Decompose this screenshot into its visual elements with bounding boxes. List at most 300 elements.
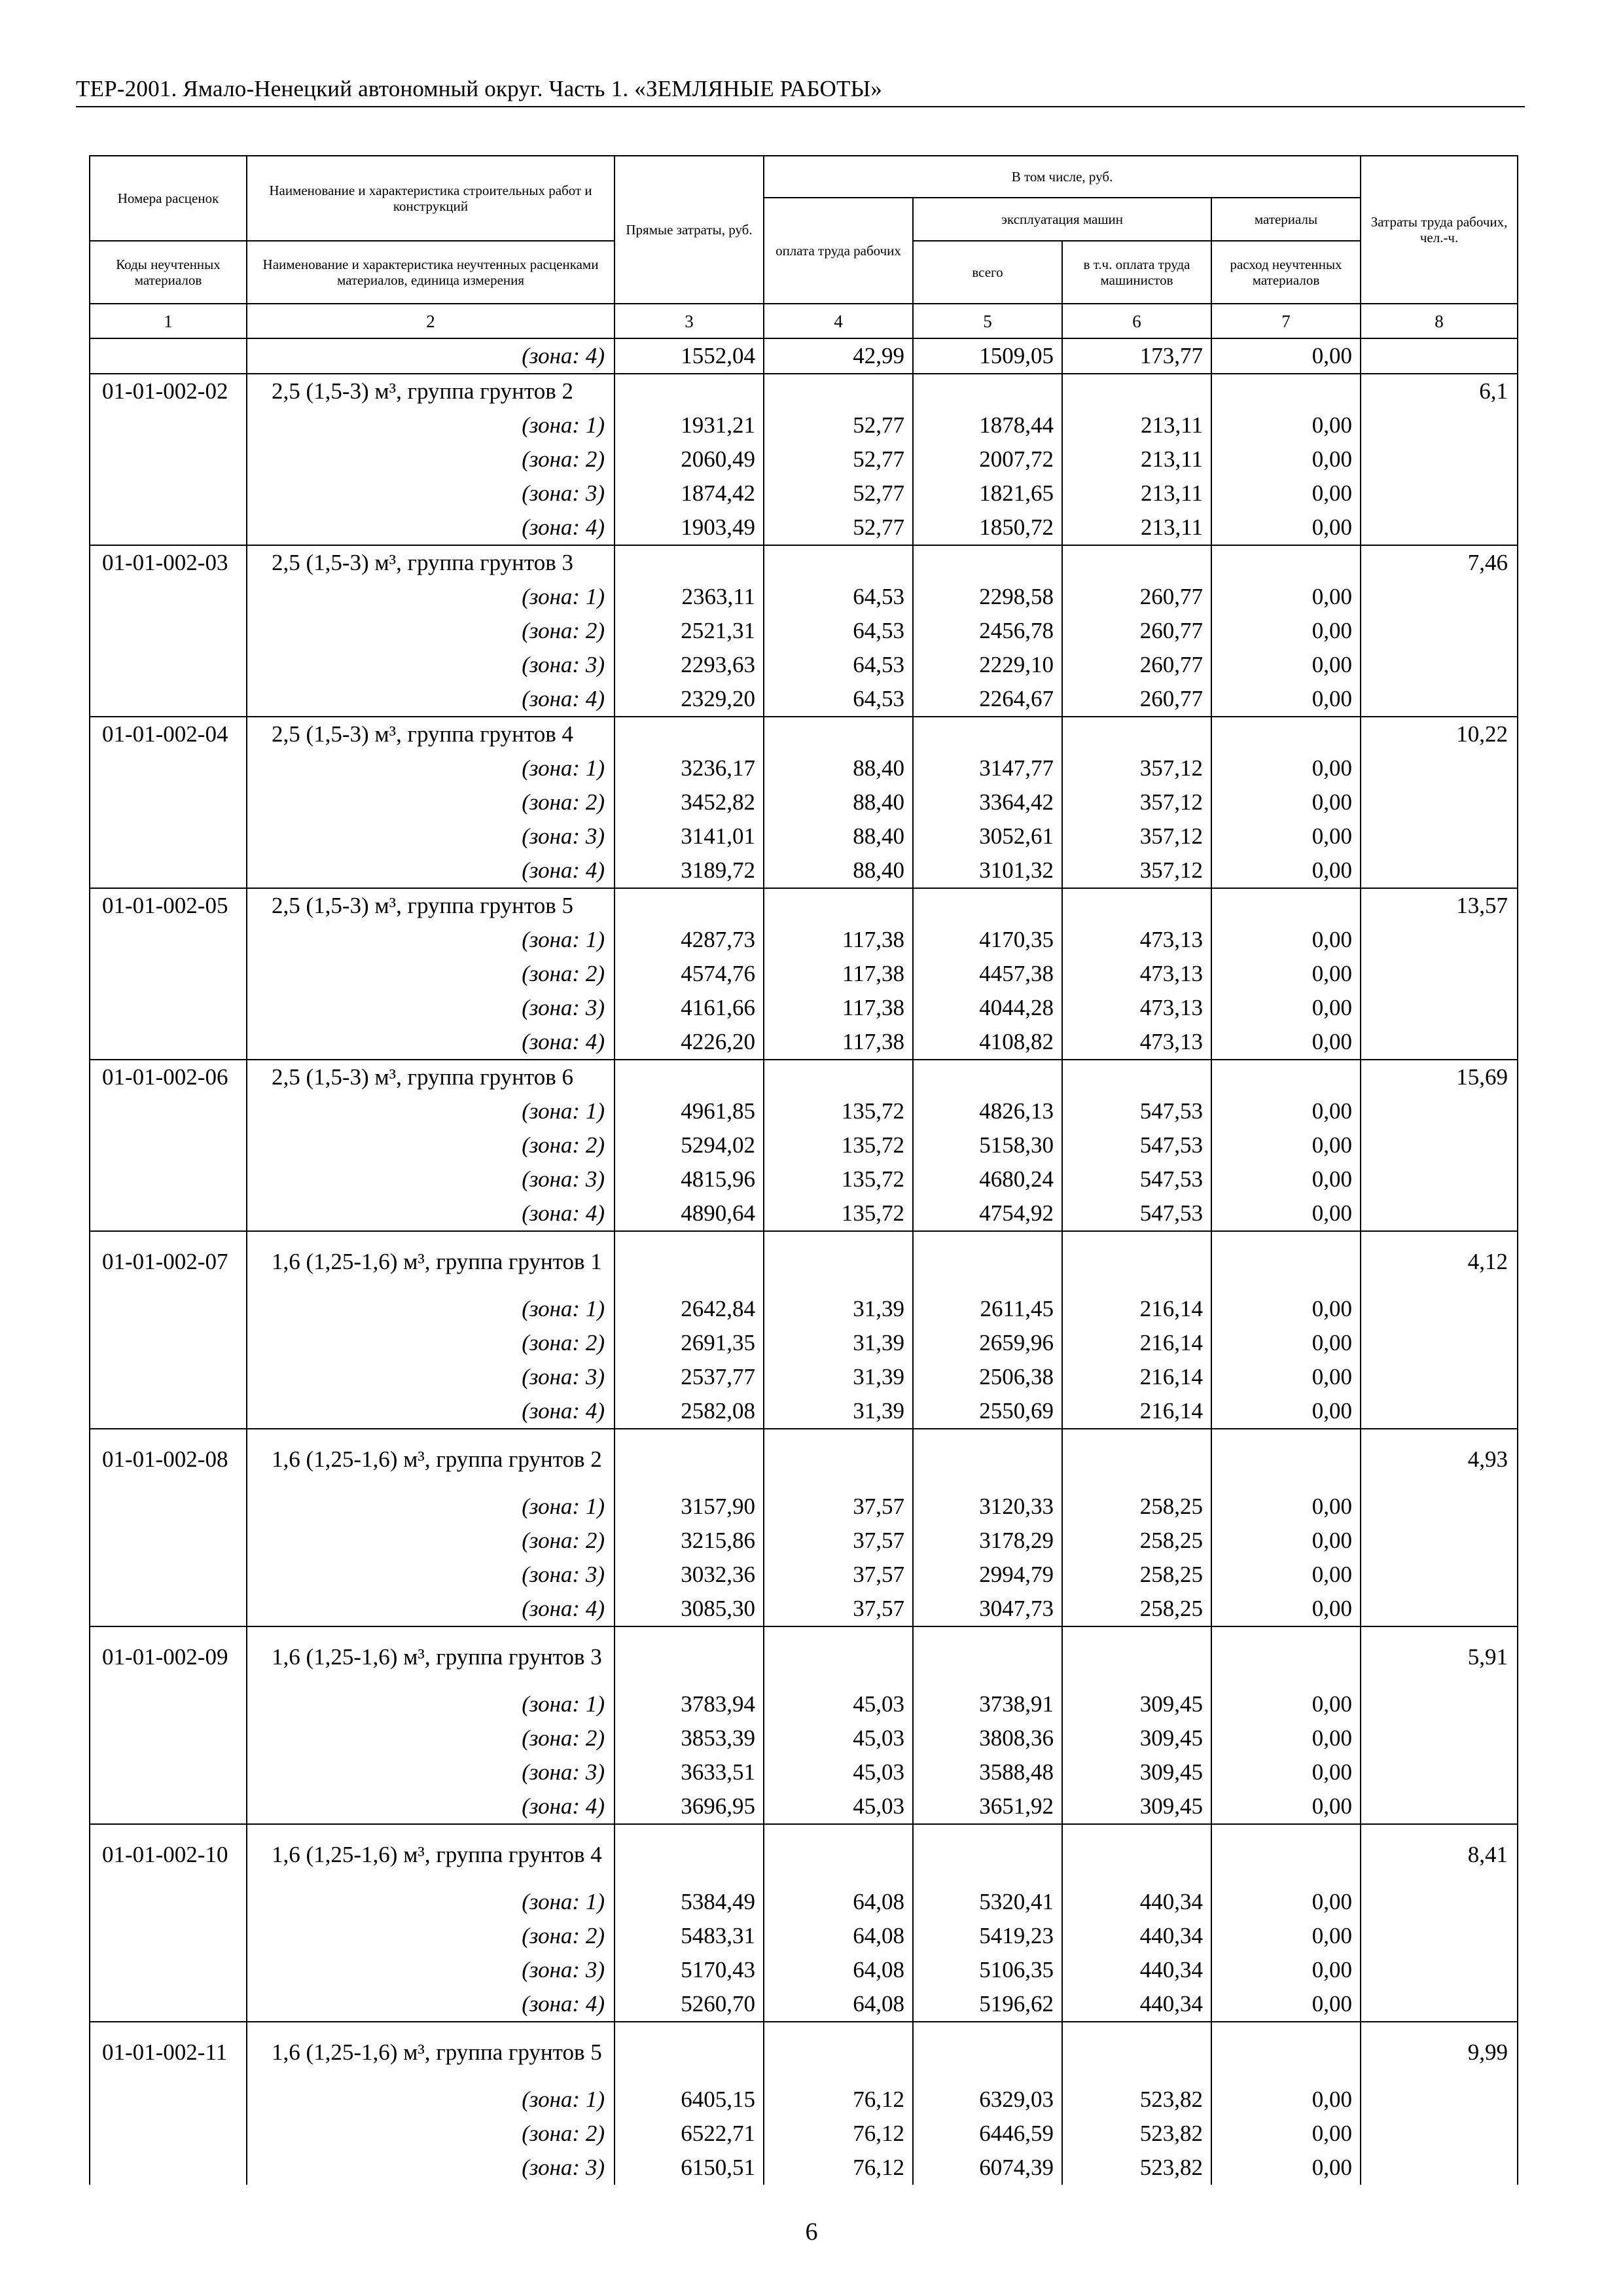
empty-cell — [90, 2083, 247, 2117]
materials-value: 0,00 — [1211, 1490, 1361, 1524]
zone-label: (зона: 2) — [247, 1326, 615, 1360]
materials-value: 0,00 — [1211, 1094, 1361, 1128]
table-row — [90, 923, 1518, 957]
empty-cell — [1361, 785, 1518, 819]
labor-costs-value: 7,46 — [1361, 545, 1518, 580]
empty-cell — [1211, 717, 1361, 751]
materials-value: 0,00 — [1211, 1524, 1361, 1558]
table-row — [90, 1885, 1518, 1919]
table-row — [90, 1755, 1518, 1789]
table-row-title — [90, 1429, 1518, 1490]
machinists-pay-value: 216,14 — [1062, 1292, 1211, 1326]
machinists-pay-value: 473,13 — [1062, 1025, 1211, 1060]
machinists-pay-value: 260,77 — [1062, 580, 1211, 614]
table-row-title — [90, 1231, 1518, 1292]
machinists-pay-value: 357,12 — [1062, 819, 1211, 853]
empty-cell — [913, 545, 1062, 580]
direct-costs-value: 4815,96 — [615, 1162, 764, 1196]
materials-value: 0,00 — [1211, 1162, 1361, 1196]
empty-cell — [1361, 1789, 1518, 1824]
empty-cell — [913, 1060, 1062, 1094]
empty-cell — [1361, 442, 1518, 476]
empty-cell — [90, 819, 247, 853]
materials-value: 0,00 — [1211, 1025, 1361, 1060]
materials-value: 0,00 — [1211, 1558, 1361, 1592]
empty-cell — [1361, 1524, 1518, 1558]
machine-total-value: 2456,78 — [913, 614, 1062, 648]
workers-pay-value: 135,72 — [764, 1196, 913, 1231]
rate-title: 2,5 (1,5-3) м³, группа грунтов 3 — [247, 545, 615, 580]
empty-cell — [913, 717, 1062, 751]
table-row — [90, 2117, 1518, 2151]
table-row — [90, 2083, 1518, 2117]
empty-cell — [90, 853, 247, 888]
empty-cell — [1361, 476, 1518, 511]
machinists-pay-value: 260,77 — [1062, 648, 1211, 682]
table-row — [90, 511, 1518, 545]
machine-total-value: 5106,35 — [913, 1953, 1062, 1987]
machine-total-value: 4170,35 — [913, 923, 1062, 957]
machinists-pay-value: 213,11 — [1062, 442, 1211, 476]
empty-cell — [1361, 1360, 1518, 1394]
empty-cell — [764, 374, 913, 408]
empty-cell — [90, 1394, 247, 1429]
header-codes: Коды неучтенных материалов — [90, 241, 247, 304]
zone-label: (зона: 1) — [247, 580, 615, 614]
empty-cell — [90, 1721, 247, 1755]
machine-total-value: 4044,28 — [913, 991, 1062, 1025]
empty-cell — [1361, 580, 1518, 614]
machinists-pay-value: 440,34 — [1062, 1953, 1211, 1987]
machinists-pay-value: 357,12 — [1062, 751, 1211, 785]
empty-cell — [913, 888, 1062, 923]
materials-value: 0,00 — [1211, 1360, 1361, 1394]
direct-costs-value: 1874,42 — [615, 476, 764, 511]
empty-cell — [1361, 923, 1518, 957]
empty-cell — [1361, 1953, 1518, 1987]
empty-cell — [1062, 1626, 1211, 1687]
workers-pay-value: 37,57 — [764, 1524, 913, 1558]
machinists-pay-value: 523,82 — [1062, 2151, 1211, 2185]
zone-label: (зона: 4) — [247, 338, 615, 374]
machine-total-value: 4754,92 — [913, 1196, 1062, 1231]
empty-cell — [90, 2151, 247, 2185]
table-row — [90, 1360, 1518, 1394]
materials-value: 0,00 — [1211, 1919, 1361, 1953]
machinists-pay-value: 216,14 — [1062, 1326, 1211, 1360]
direct-costs-value: 6405,15 — [615, 2083, 764, 2117]
rate-code: 01-01-002-10 — [90, 1824, 247, 1885]
machine-total-value: 4457,38 — [913, 957, 1062, 991]
table-row — [90, 1162, 1518, 1196]
empty-cell — [1211, 374, 1361, 408]
machine-total-value: 1821,65 — [913, 476, 1062, 511]
machine-total-value: 6329,03 — [913, 2083, 1062, 2117]
empty-cell — [615, 1060, 764, 1094]
workers-pay-value: 64,53 — [764, 682, 913, 717]
empty-cell — [913, 1626, 1062, 1687]
zone-label: (зона: 3) — [247, 1558, 615, 1592]
empty-cell — [1361, 1326, 1518, 1360]
table-row — [90, 648, 1518, 682]
labor-costs-value: 4,93 — [1361, 1429, 1518, 1490]
zone-label: (зона: 2) — [247, 1128, 615, 1162]
machine-total-value: 3047,73 — [913, 1592, 1062, 1626]
table-row-title — [90, 1060, 1518, 1094]
workers-pay-value: 42,99 — [764, 338, 913, 374]
empty-cell — [1211, 2022, 1361, 2083]
empty-cell — [764, 717, 913, 751]
machinists-pay-value: 309,45 — [1062, 1755, 1211, 1789]
direct-costs-value: 5170,43 — [615, 1953, 764, 1987]
machinists-pay-value: 309,45 — [1062, 1687, 1211, 1721]
direct-costs-value: 2060,49 — [615, 442, 764, 476]
machinists-pay-value: 260,77 — [1062, 682, 1211, 717]
empty-cell — [1361, 338, 1518, 374]
materials-value: 0,00 — [1211, 1885, 1361, 1919]
workers-pay-value: 76,12 — [764, 2083, 913, 2117]
machine-total-value: 2506,38 — [913, 1360, 1062, 1394]
table-row — [90, 476, 1518, 511]
direct-costs-value: 3189,72 — [615, 853, 764, 888]
header-machine-operation: эксплуатация машин — [913, 198, 1211, 241]
workers-pay-value: 31,39 — [764, 1360, 913, 1394]
table-row — [90, 1987, 1518, 2022]
empty-cell — [90, 1789, 247, 1824]
table-row — [90, 1721, 1518, 1755]
materials-value: 0,00 — [1211, 1755, 1361, 1789]
machine-total-value: 3738,91 — [913, 1687, 1062, 1721]
empty-cell — [1062, 2022, 1211, 2083]
machine-total-value: 3364,42 — [913, 785, 1062, 819]
workers-pay-value: 76,12 — [764, 2117, 913, 2151]
table-row — [90, 1326, 1518, 1360]
empty-cell — [90, 1490, 247, 1524]
header-total: всего — [913, 241, 1062, 304]
machine-total-value: 3178,29 — [913, 1524, 1062, 1558]
zone-label: (зона: 4) — [247, 1394, 615, 1429]
table-row — [90, 751, 1518, 785]
direct-costs-value: 5260,70 — [615, 1987, 764, 2022]
materials-value: 0,00 — [1211, 442, 1361, 476]
empty-cell — [1361, 1025, 1518, 1060]
empty-cell — [1361, 1592, 1518, 1626]
rate-title: 1,6 (1,25-1,6) м³, группа грунтов 5 — [247, 2022, 615, 2083]
machinists-pay-value: 523,82 — [1062, 2083, 1211, 2117]
empty-cell — [764, 1429, 913, 1490]
empty-cell — [615, 1824, 764, 1885]
rate-code: 01-01-002-11 — [90, 2022, 247, 2083]
direct-costs-value: 3157,90 — [615, 1490, 764, 1524]
machine-total-value: 1850,72 — [913, 511, 1062, 545]
empty-cell — [1361, 1687, 1518, 1721]
table-row — [90, 785, 1518, 819]
empty-cell — [90, 1196, 247, 1231]
table-row-title — [90, 545, 1518, 580]
zone-label: (зона: 3) — [247, 1953, 615, 1987]
direct-costs-value: 2293,63 — [615, 648, 764, 682]
table-row-title — [90, 374, 1518, 408]
empty-cell — [1361, 1987, 1518, 2022]
table-row — [90, 682, 1518, 717]
machinists-pay-value: 216,14 — [1062, 1394, 1211, 1429]
zone-label: (зона: 2) — [247, 785, 615, 819]
table-row — [90, 338, 1518, 374]
materials-value: 0,00 — [1211, 1721, 1361, 1755]
empty-cell — [1211, 1060, 1361, 1094]
empty-cell — [1361, 853, 1518, 888]
rate-code: 01-01-002-04 — [90, 717, 247, 751]
machinists-pay-value: 523,82 — [1062, 2117, 1211, 2151]
direct-costs-value: 3085,30 — [615, 1592, 764, 1626]
empty-cell — [90, 1558, 247, 1592]
machine-total-value: 3588,48 — [913, 1755, 1062, 1789]
machinists-pay-value: 258,25 — [1062, 1592, 1211, 1626]
machinists-pay-value: 173,77 — [1062, 338, 1211, 374]
empty-cell — [1361, 957, 1518, 991]
header-machinists-pay: в т.ч. оплата труда машинистов — [1062, 241, 1211, 304]
rate-code: 01-01-002-07 — [90, 1231, 247, 1292]
machine-total-value: 2264,67 — [913, 682, 1062, 717]
table-row — [90, 408, 1518, 442]
direct-costs-value: 1903,49 — [615, 511, 764, 545]
direct-costs-value: 2582,08 — [615, 1394, 764, 1429]
empty-cell — [90, 1885, 247, 1919]
empty-cell — [90, 923, 247, 957]
empty-cell — [1361, 1885, 1518, 1919]
materials-value: 0,00 — [1211, 751, 1361, 785]
empty-cell — [90, 511, 247, 545]
col-number-5: 5 — [913, 304, 1062, 338]
materials-value: 0,00 — [1211, 1292, 1361, 1326]
empty-cell — [1211, 1626, 1361, 1687]
zone-label: (зона: 1) — [247, 1490, 615, 1524]
table-row — [90, 1558, 1518, 1592]
empty-cell — [615, 1626, 764, 1687]
materials-value: 0,00 — [1211, 511, 1361, 545]
direct-costs-value: 3633,51 — [615, 1755, 764, 1789]
machine-total-value: 3120,33 — [913, 1490, 1062, 1524]
table-row — [90, 1094, 1518, 1128]
materials-value: 0,00 — [1211, 1326, 1361, 1360]
empty-cell — [90, 991, 247, 1025]
col-number-7: 7 — [1211, 304, 1361, 338]
materials-value: 0,00 — [1211, 853, 1361, 888]
empty-cell — [1211, 1824, 1361, 1885]
empty-cell — [90, 1524, 247, 1558]
zone-label: (зона: 2) — [247, 957, 615, 991]
direct-costs-value: 3783,94 — [615, 1687, 764, 1721]
empty-cell — [1211, 545, 1361, 580]
empty-cell — [615, 1231, 764, 1292]
machine-total-value: 2611,45 — [913, 1292, 1062, 1326]
empty-cell — [1361, 648, 1518, 682]
zone-label: (зона: 3) — [247, 1162, 615, 1196]
rate-code: 01-01-002-08 — [90, 1429, 247, 1490]
zone-label: (зона: 4) — [247, 511, 615, 545]
workers-pay-value: 64,53 — [764, 648, 913, 682]
machinists-pay-value: 213,11 — [1062, 408, 1211, 442]
rate-title: 2,5 (1,5-3) м³, группа грунтов 5 — [247, 888, 615, 923]
labor-costs-value: 4,12 — [1361, 1231, 1518, 1292]
table-row — [90, 1128, 1518, 1162]
rates-table — [89, 155, 1518, 2185]
rate-title: 1,6 (1,25-1,6) м³, группа грунтов 2 — [247, 1429, 615, 1490]
materials-value: 0,00 — [1211, 957, 1361, 991]
workers-pay-value: 117,38 — [764, 991, 913, 1025]
empty-cell — [1361, 682, 1518, 717]
machinists-pay-value: 547,53 — [1062, 1128, 1211, 1162]
direct-costs-value: 3236,17 — [615, 751, 764, 785]
zone-label: (зона: 2) — [247, 1919, 615, 1953]
table-row — [90, 991, 1518, 1025]
zone-label: (зона: 3) — [247, 2151, 615, 2185]
table-row — [90, 1394, 1518, 1429]
workers-pay-value: 76,12 — [764, 2151, 913, 2185]
empty-cell — [913, 1429, 1062, 1490]
empty-cell — [1361, 1128, 1518, 1162]
rate-title: 2,5 (1,5-3) м³, группа грунтов 2 — [247, 374, 615, 408]
empty-cell — [90, 1953, 247, 1987]
table-row — [90, 442, 1518, 476]
empty-cell — [764, 545, 913, 580]
machinists-pay-value: 213,11 — [1062, 476, 1211, 511]
table-row — [90, 1524, 1518, 1558]
zone-label: (зона: 1) — [247, 1687, 615, 1721]
direct-costs-value: 3215,86 — [615, 1524, 764, 1558]
machinists-pay-value: 258,25 — [1062, 1558, 1211, 1592]
zone-label: (зона: 4) — [247, 1987, 615, 2022]
empty-cell — [913, 1824, 1062, 1885]
empty-cell — [1361, 751, 1518, 785]
machine-total-value: 5158,30 — [913, 1128, 1062, 1162]
empty-cell — [764, 2022, 913, 2083]
machine-total-value: 2550,69 — [913, 1394, 1062, 1429]
rate-title: 2,5 (1,5-3) м³, группа грунтов 4 — [247, 717, 615, 751]
machine-total-value: 6446,59 — [913, 2117, 1062, 2151]
empty-cell — [90, 1755, 247, 1789]
machinists-pay-value: 309,45 — [1062, 1789, 1211, 1824]
empty-cell — [90, 1919, 247, 1953]
col-number-1: 1 — [90, 304, 247, 338]
direct-costs-value: 3853,39 — [615, 1721, 764, 1755]
labor-costs-value: 5,91 — [1361, 1626, 1518, 1687]
table-row — [90, 957, 1518, 991]
empty-cell — [764, 1060, 913, 1094]
empty-cell — [90, 2117, 247, 2151]
page-number: 6 — [805, 2218, 818, 2246]
empty-cell — [90, 1292, 247, 1326]
workers-pay-value: 52,77 — [764, 442, 913, 476]
empty-cell — [1062, 374, 1211, 408]
header-work-name: Наименование и характеристика строительных работ и конструкций — [247, 156, 615, 241]
col-number-3: 3 — [615, 304, 764, 338]
document-header: ТЕР-2001. Ямало-Ненецкий автономный округ. Часть 1. «ЗЕМЛЯНЫЕ РАБОТЫ» — [76, 76, 882, 101]
machine-total-value: 3808,36 — [913, 1721, 1062, 1755]
workers-pay-value: 31,39 — [764, 1394, 913, 1429]
empty-cell — [90, 1025, 247, 1060]
machinists-pay-value: 258,25 — [1062, 1490, 1211, 1524]
empty-cell — [1361, 614, 1518, 648]
empty-cell — [1361, 408, 1518, 442]
header-workers-pay: оплата труда рабочих — [764, 198, 913, 304]
empty-cell — [615, 545, 764, 580]
machine-total-value: 3052,61 — [913, 819, 1062, 853]
workers-pay-value: 37,57 — [764, 1490, 913, 1524]
empty-cell — [1361, 2151, 1518, 2185]
direct-costs-value: 3452,82 — [615, 785, 764, 819]
machine-total-value: 2007,72 — [913, 442, 1062, 476]
table-row — [90, 614, 1518, 648]
table-row — [90, 1196, 1518, 1231]
workers-pay-value: 88,40 — [764, 751, 913, 785]
machine-total-value: 4680,24 — [913, 1162, 1062, 1196]
empty-cell — [90, 1094, 247, 1128]
table-row — [90, 853, 1518, 888]
rate-code: 01-01-002-02 — [90, 374, 247, 408]
empty-cell — [1361, 1196, 1518, 1231]
header-labor-costs: Затраты труда рабочих, чел.-ч. — [1361, 156, 1518, 304]
machine-total-value: 5419,23 — [913, 1919, 1062, 1953]
materials-value: 0,00 — [1211, 648, 1361, 682]
empty-cell — [90, 1687, 247, 1721]
rate-code: 01-01-002-09 — [90, 1626, 247, 1687]
empty-cell — [90, 338, 247, 374]
direct-costs-value: 2521,31 — [615, 614, 764, 648]
empty-cell — [1062, 717, 1211, 751]
header-direct-costs: Прямые затраты, руб. — [615, 156, 764, 304]
workers-pay-value: 135,72 — [764, 1162, 913, 1196]
machine-total-value: 1878,44 — [913, 408, 1062, 442]
rate-code: 01-01-002-06 — [90, 1060, 247, 1094]
materials-value: 0,00 — [1211, 614, 1361, 648]
workers-pay-value: 45,03 — [764, 1755, 913, 1789]
empty-cell — [615, 2022, 764, 2083]
empty-cell — [615, 1429, 764, 1490]
machine-total-value: 4826,13 — [913, 1094, 1062, 1128]
workers-pay-value: 64,08 — [764, 1987, 913, 2022]
empty-cell — [1211, 1429, 1361, 1490]
rate-title: 1,6 (1,25-1,6) м³, группа грунтов 3 — [247, 1626, 615, 1687]
header-materials: материалы — [1211, 198, 1361, 241]
materials-value: 0,00 — [1211, 819, 1361, 853]
zone-label: (зона: 3) — [247, 648, 615, 682]
materials-value: 0,00 — [1211, 1687, 1361, 1721]
machinists-pay-value: 547,53 — [1062, 1162, 1211, 1196]
machinists-pay-value: 309,45 — [1062, 1721, 1211, 1755]
empty-cell — [90, 682, 247, 717]
labor-costs-value: 15,69 — [1361, 1060, 1518, 1094]
labor-costs-value: 10,22 — [1361, 717, 1518, 751]
workers-pay-value: 37,57 — [764, 1558, 913, 1592]
rate-code: 01-01-002-05 — [90, 888, 247, 923]
empty-cell — [90, 614, 247, 648]
materials-value: 0,00 — [1211, 1789, 1361, 1824]
zone-label: (зона: 4) — [247, 1025, 615, 1060]
labor-costs-value: 8,41 — [1361, 1824, 1518, 1885]
workers-pay-value: 64,08 — [764, 1919, 913, 1953]
materials-value: 0,00 — [1211, 785, 1361, 819]
workers-pay-value: 45,03 — [764, 1721, 913, 1755]
header-including: В том числе, руб. — [764, 156, 1361, 198]
labor-costs-value: 6,1 — [1361, 374, 1518, 408]
direct-costs-value: 5384,49 — [615, 1885, 764, 1919]
machine-total-value: 3101,32 — [913, 853, 1062, 888]
empty-cell — [615, 717, 764, 751]
labor-costs-value: 13,57 — [1361, 888, 1518, 923]
table-row — [90, 1292, 1518, 1326]
workers-pay-value: 88,40 — [764, 853, 913, 888]
